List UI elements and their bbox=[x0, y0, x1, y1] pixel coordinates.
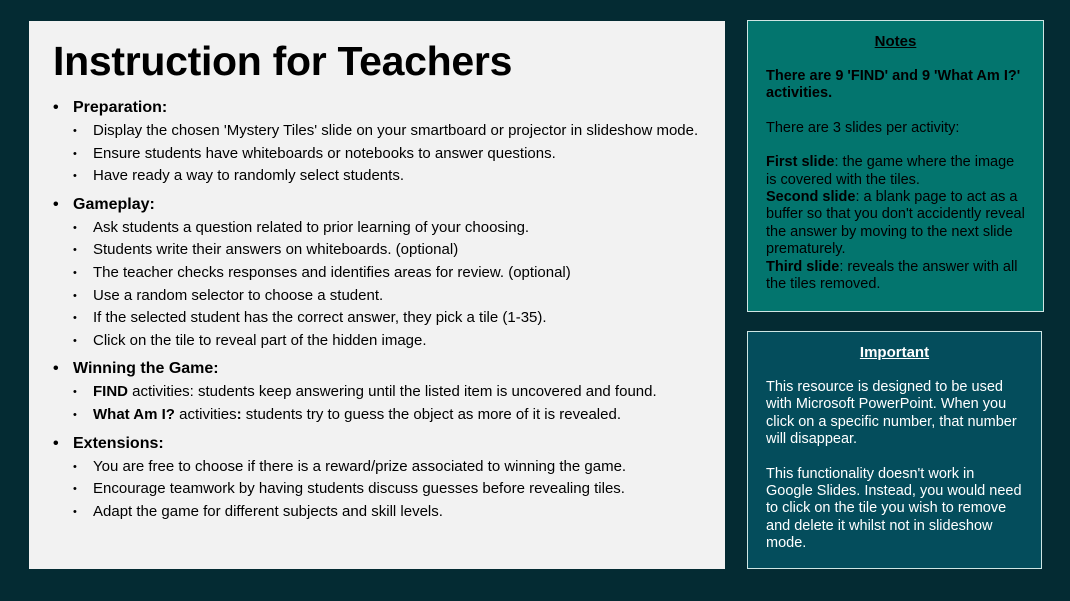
list-item: • Click on the tile to reveal part of the hidden image. bbox=[53, 330, 725, 353]
section-extensions bbox=[53, 433, 725, 524]
page-title: Instruction for Teachers bbox=[53, 38, 513, 84]
section-gameplay bbox=[53, 194, 725, 353]
list-item: • Use a random selector to choose a student. bbox=[53, 285, 725, 308]
what-am-i-colon: : bbox=[236, 405, 242, 423]
important-title: Important bbox=[859, 344, 930, 361]
first-slide-label: First slide bbox=[766, 154, 835, 171]
instructions-panel bbox=[29, 21, 725, 569]
list-item: • Students write their answers on whiteboards. (optional) bbox=[53, 239, 725, 262]
list-item: • Adapt the game for different subjects and skill levels. bbox=[53, 501, 725, 524]
list-item bbox=[53, 381, 725, 404]
section-heading: • Extensions: bbox=[53, 433, 725, 455]
third-slide-label: Third slide bbox=[766, 258, 840, 275]
list-item: • Ensure students have whiteboards or notebooks to answer questions. bbox=[53, 143, 725, 166]
important-panel bbox=[747, 331, 1042, 569]
what-am-i-text-2: students try to guess the object as more of it is revealed. bbox=[241, 405, 621, 423]
list-item: • Ask students a question related to prior learning of your choosing. bbox=[53, 217, 725, 240]
first-slide-text: : the game where the image is covered with the tiles. bbox=[766, 154, 1015, 188]
notes-second-slide bbox=[766, 189, 1025, 259]
notes-per-activity: There are 3 slides per activity: bbox=[766, 119, 960, 136]
what-am-i-text: activities bbox=[174, 405, 237, 423]
section-winning bbox=[53, 358, 725, 426]
list-item: • Have ready a way to randomly select students. bbox=[53, 165, 725, 188]
list-item: • You are free to choose if there is a reward/prize associated to winning the game. bbox=[53, 456, 725, 479]
important-para-1: This resource is designed to be used with Microsoft PowerPoint. When you click on a specific number, that number will disappear. bbox=[766, 379, 1017, 448]
find-text: activities: students keep answering until the listed item is uncovered and found. bbox=[128, 383, 657, 401]
notes-intro: There are 9 'FIND' and 9 'What Am I?' activities. bbox=[766, 68, 1021, 102]
notes-title: Notes bbox=[874, 33, 917, 50]
section-preparation bbox=[53, 97, 725, 188]
section-heading: • Preparation: bbox=[53, 97, 725, 119]
list-item bbox=[53, 404, 725, 427]
notes-panel bbox=[747, 20, 1044, 312]
important-para-2: This functionality doesn't work in Google Slides. Instead, you would need to click on the tile you wish to remove and delete it whilst not in slideshow mode. bbox=[766, 465, 1022, 552]
list-item: • The teacher checks responses and identifies areas for review. (optional) bbox=[53, 262, 725, 285]
third-slide-text: : reveals the answer with all the tiles removed. bbox=[766, 258, 1018, 293]
section-heading: • Winning the Game: bbox=[53, 358, 725, 380]
list-item: • Display the chosen 'Mystery Tiles' slide on your smartboard or projector in slideshow mode. bbox=[53, 120, 725, 143]
find-label: FIND bbox=[93, 383, 128, 401]
section-heading: • Gameplay: bbox=[53, 194, 725, 216]
list-item: • Encourage teamwork by having students discuss guesses before revealing tiles. bbox=[53, 478, 725, 501]
second-slide-text: : a blank page to act as a buffer so that you don't accidently reveal the answer by moving to the next slide prematurely. bbox=[766, 189, 1025, 258]
what-am-i-label: What Am I? bbox=[93, 405, 175, 423]
list-item: • If the selected student has the correct answer, they pick a tile (1-35). bbox=[53, 307, 725, 330]
notes-first-slide bbox=[766, 154, 1025, 189]
second-slide-label: Second slide bbox=[766, 189, 856, 206]
notes-third-slide bbox=[766, 259, 1025, 294]
